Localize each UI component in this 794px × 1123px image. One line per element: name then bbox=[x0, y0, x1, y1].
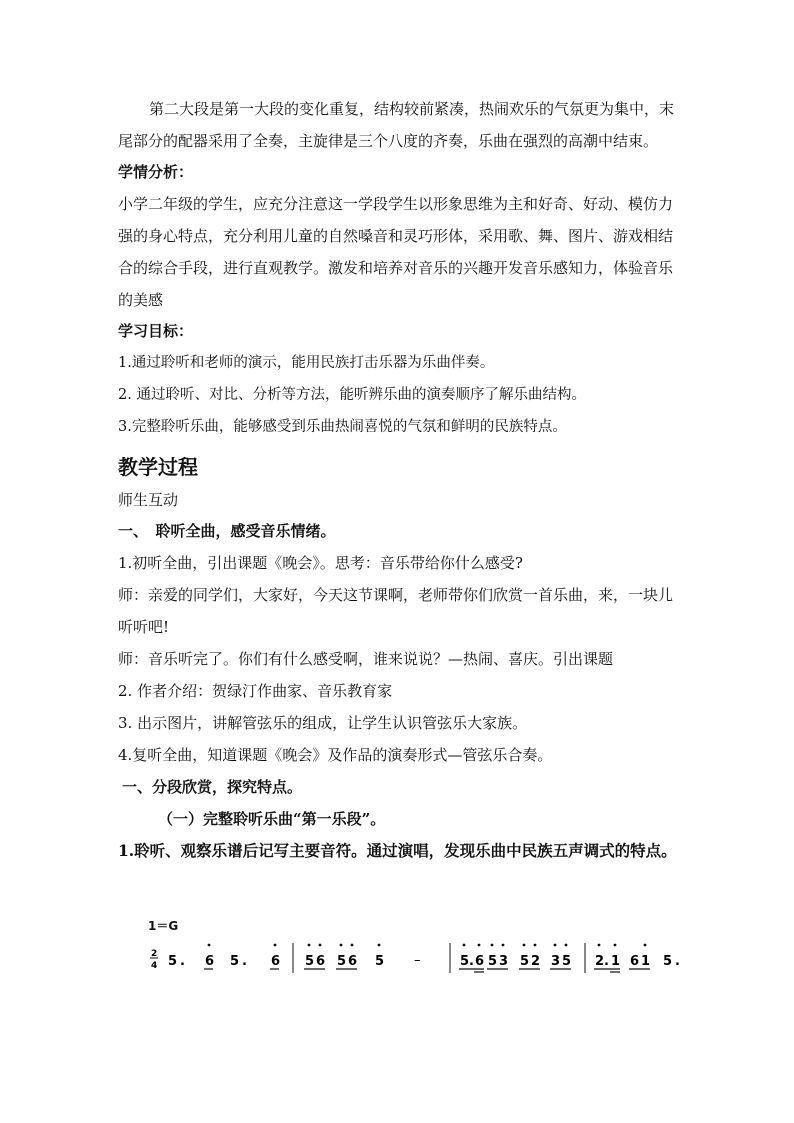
score-note: 3 bbox=[551, 954, 561, 969]
score-note: 5 bbox=[460, 954, 470, 969]
goal-item: 2. 通过聆听、对比、分析等方法，能听辨乐曲的演奏顺序了解乐曲结构。 bbox=[118, 387, 586, 403]
paragraph-second-section: 第二大段是第一大段的变化重复，结构较前紧凑，热闹欢乐的气氛更为集中，末尾部分的配器采用了全奏，主旋律是三个八度的齐奏，乐曲在强烈的高潮中结束。 bbox=[118, 100, 675, 150]
octave-dot bbox=[614, 944, 617, 947]
score-note: 6 bbox=[348, 954, 358, 969]
score-note: 2 bbox=[595, 954, 605, 969]
score-note: 5 bbox=[375, 954, 385, 969]
octave-dot bbox=[491, 944, 494, 947]
score-note: 3 bbox=[499, 954, 509, 969]
octave-dot bbox=[502, 944, 505, 947]
score-note: 1 bbox=[641, 954, 651, 969]
octave-dot bbox=[644, 944, 647, 947]
augmentation-dot: . bbox=[604, 954, 609, 969]
octave-dot bbox=[478, 944, 481, 947]
score-note: 5 bbox=[337, 954, 347, 969]
section-title: 教学过程 bbox=[118, 455, 198, 479]
dash-note: – bbox=[414, 953, 421, 968]
key-signature: 1＝G bbox=[148, 919, 179, 933]
augmentation-dot: . bbox=[469, 954, 474, 969]
step-one-heading: 一、 聆听全曲，感受音乐情绪。 bbox=[118, 522, 336, 540]
score-note: 5 bbox=[230, 954, 240, 969]
analysis-heading: 学情分析： bbox=[118, 163, 194, 181]
process-line: 3. 出示图片，讲解管弦乐的组成，让学生认识管弦乐大家族。 bbox=[118, 714, 528, 732]
score-note: 5 bbox=[663, 954, 673, 969]
score-note: 6 bbox=[630, 954, 640, 969]
goals-heading: 学习目标： bbox=[118, 322, 194, 340]
time-signature-bottom: 4 bbox=[151, 961, 158, 971]
score-note: 6 bbox=[271, 954, 281, 969]
process-line: 师：亲爱的同学们，大家好，今天这节课啊，老师带你们欣赏一首乐曲，来，一块儿听听吧! bbox=[118, 586, 674, 636]
process-line: 1.初听全曲，引出课题《晚会》。思考：音乐带给你什么感受? bbox=[118, 554, 523, 572]
augmentation-dot: . bbox=[242, 954, 247, 969]
octave-dot bbox=[523, 944, 526, 947]
step-two-heading: 一、分段欣赏，探究特点。 bbox=[122, 778, 303, 796]
time-signature-top: 2 bbox=[151, 949, 158, 959]
score-note: 5 bbox=[305, 954, 315, 969]
score-note: 5 bbox=[488, 954, 498, 969]
process-line: 师：音乐听完了。你们有什么感受啊，谁来说说？—热闹、喜庆。引出课题 bbox=[118, 650, 614, 668]
octave-dot bbox=[378, 944, 381, 947]
document-page bbox=[118, 93, 678, 867]
score-note: 6 bbox=[205, 954, 215, 969]
analysis-paragraph: 小学二年级的学生，应充分注意这一学段学生以形象思维为主和好奇、好动、模仿力强的身心特点，充分利用儿童的自然嗓音和灵巧形体，采用歌、舞、图片、游戏相结合的综合手段，进行直观教学。激发和培养对音乐的兴趣开发音乐感知力，体验音乐的美感 bbox=[118, 195, 674, 309]
process-line: 4.复听全曲，知道课题《晚会》及作品的演奏形式—管弦乐合奏。 bbox=[118, 746, 553, 764]
octave-dot bbox=[351, 944, 354, 947]
octave-dot bbox=[565, 944, 568, 947]
music-score bbox=[148, 917, 728, 987]
score-staff bbox=[148, 935, 728, 985]
octave-dot bbox=[598, 944, 601, 947]
score-note: 2 bbox=[531, 954, 541, 969]
octave-dot bbox=[340, 944, 343, 947]
score-note: 6 bbox=[475, 954, 485, 969]
score-note: 5 bbox=[520, 954, 530, 969]
section-subtitle: 师生互动 bbox=[118, 491, 179, 509]
octave-dot bbox=[463, 944, 466, 947]
score-note: 6 bbox=[316, 954, 326, 969]
score-note: 5 bbox=[562, 954, 572, 969]
octave-dot bbox=[534, 944, 537, 947]
listening-task: 1.聆听、观察乐谱后记写主要音符。通过演唱，发现乐曲中民族五声调式的特点。 bbox=[118, 841, 677, 860]
octave-dot bbox=[308, 944, 311, 947]
augmentation-dot: . bbox=[675, 954, 680, 969]
score-note: 5 bbox=[168, 954, 178, 969]
goal-item: 1.通过聆听和老师的演示，能用民族打击乐器为乐曲伴奏。 bbox=[118, 355, 495, 371]
octave-dot bbox=[208, 944, 211, 947]
score-note: 1 bbox=[611, 954, 621, 969]
octave-dot bbox=[319, 944, 322, 947]
octave-dot bbox=[274, 944, 277, 947]
augmentation-dot: . bbox=[180, 954, 185, 969]
step-two-subheading: （一）完整聆听乐曲“第一乐段”。 bbox=[158, 810, 386, 828]
goal-item: 3.完整聆听乐曲，能够感受到乐曲热闹喜悦的气氛和鲜明的民族特点。 bbox=[118, 419, 567, 435]
process-line: 2. 作者介绍：贺绿汀作曲家、音乐教育家 bbox=[118, 682, 393, 700]
octave-dot bbox=[554, 944, 557, 947]
